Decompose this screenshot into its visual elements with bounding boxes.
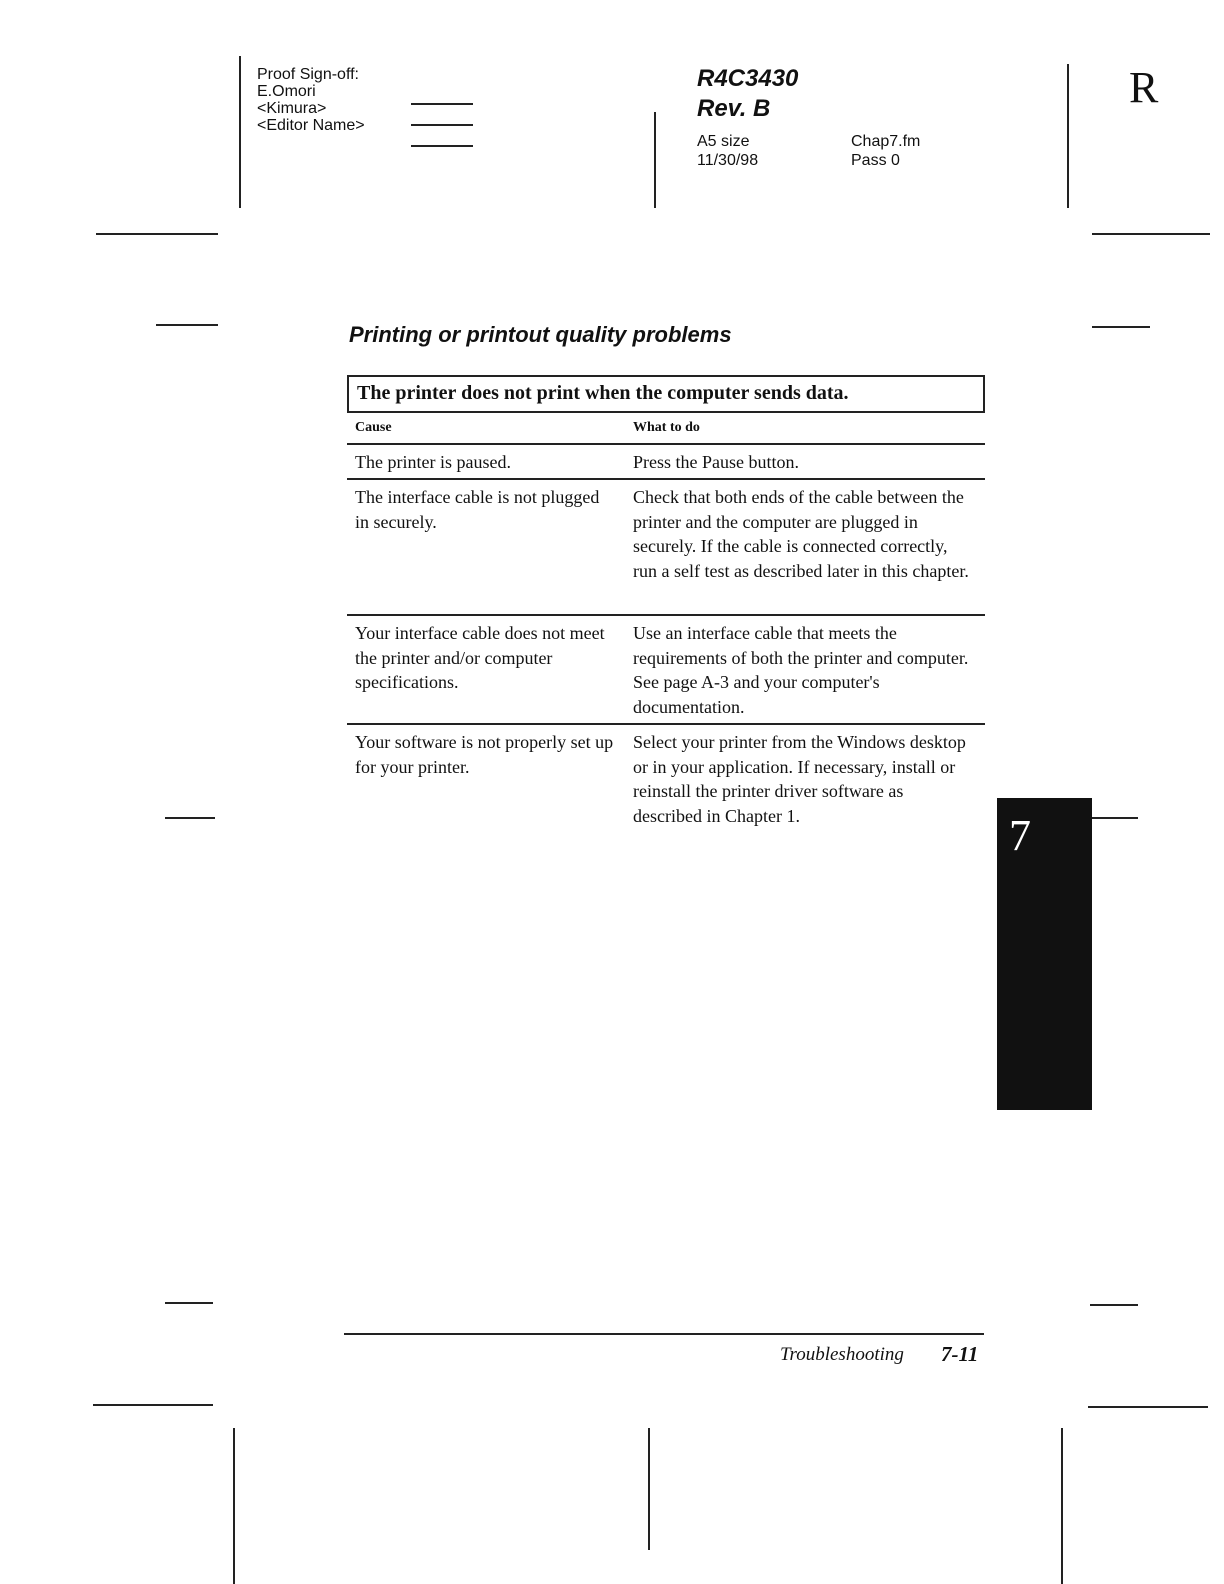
crop-mark — [165, 817, 215, 819]
cause-cell: The printer is paused. — [355, 452, 511, 472]
action-cell: Press the Pause button. — [633, 452, 799, 472]
signature-line — [411, 145, 473, 147]
crop-mark — [1061, 1428, 1063, 1584]
crop-mark — [1090, 1304, 1138, 1306]
proof-name: <Kimura> — [257, 100, 327, 117]
table-header-row — [347, 413, 985, 445]
proof-label: Proof Sign-off: — [257, 66, 359, 83]
crop-mark — [1067, 64, 1069, 208]
cause-cell: Your software is not properly set up for your printer. — [355, 732, 614, 777]
crop-mark — [654, 112, 656, 208]
troubleshooting-table — [347, 375, 985, 859]
action-cell: Check that both ends of the cable between the printer and the computer are plugged in securely. If the cable is connected correctly, run a self test as described later in this chapter. — [633, 487, 969, 581]
crop-mark — [1092, 326, 1150, 328]
page-number: 7-11 — [941, 1342, 979, 1366]
chapter-number: 7 — [1009, 811, 1031, 860]
proof-name: <Editor Name> — [257, 117, 365, 134]
column-header-action: What to do — [633, 420, 700, 435]
crop-mark — [239, 56, 241, 208]
chapter-tab — [997, 798, 1092, 1110]
crop-mark — [1088, 1406, 1208, 1408]
crop-mark — [165, 1302, 213, 1304]
crop-mark — [156, 324, 218, 326]
cause-cell: The interface cable is not plugged in securely. — [355, 487, 600, 532]
document-size: A5 size — [697, 133, 750, 150]
table-title: The printer does not print when the computer sends data. — [347, 375, 985, 413]
action-cell: Use an interface cable that meets the requirements of both the printer and computer. See page A-3 and your computer's documentation. — [633, 623, 969, 717]
document-code: R4C3430 — [697, 65, 799, 92]
crop-mark — [96, 233, 218, 235]
table-row — [347, 445, 985, 480]
crop-mark — [648, 1428, 650, 1550]
signature-line — [411, 124, 473, 126]
document-file: Chap7.fm — [851, 133, 921, 150]
table-row — [347, 725, 985, 859]
footer-rule — [344, 1333, 984, 1335]
crop-mark — [93, 1404, 213, 1406]
document-pass: Pass 0 — [851, 152, 900, 169]
document-revision: Rev. B — [697, 95, 771, 122]
action-cell: Select your printer from the Windows desktop or in your application. If necessary, install or reinstall the printer driver software as described in Chapter 1. — [633, 732, 966, 826]
proof-name: E.Omori — [257, 83, 316, 100]
document-date: 11/30/98 — [697, 152, 759, 169]
table-row — [347, 616, 985, 725]
table-row — [347, 480, 985, 616]
proof-signoff — [257, 66, 365, 134]
crop-mark — [233, 1428, 235, 1584]
corner-mark: R — [1129, 63, 1159, 112]
crop-mark — [1092, 817, 1138, 819]
document-code-block — [697, 64, 798, 124]
crop-mark — [1092, 233, 1210, 235]
column-header-cause: Cause — [355, 420, 392, 435]
cause-cell: Your interface cable does not meet the printer and/or computer specifications. — [355, 623, 605, 692]
chapter-label: Troubleshooting — [18, 952, 38, 1080]
section-title: Printing or printout quality problems — [349, 322, 732, 347]
footer-section: Troubleshooting — [780, 1344, 904, 1365]
signature-line — [411, 103, 473, 105]
